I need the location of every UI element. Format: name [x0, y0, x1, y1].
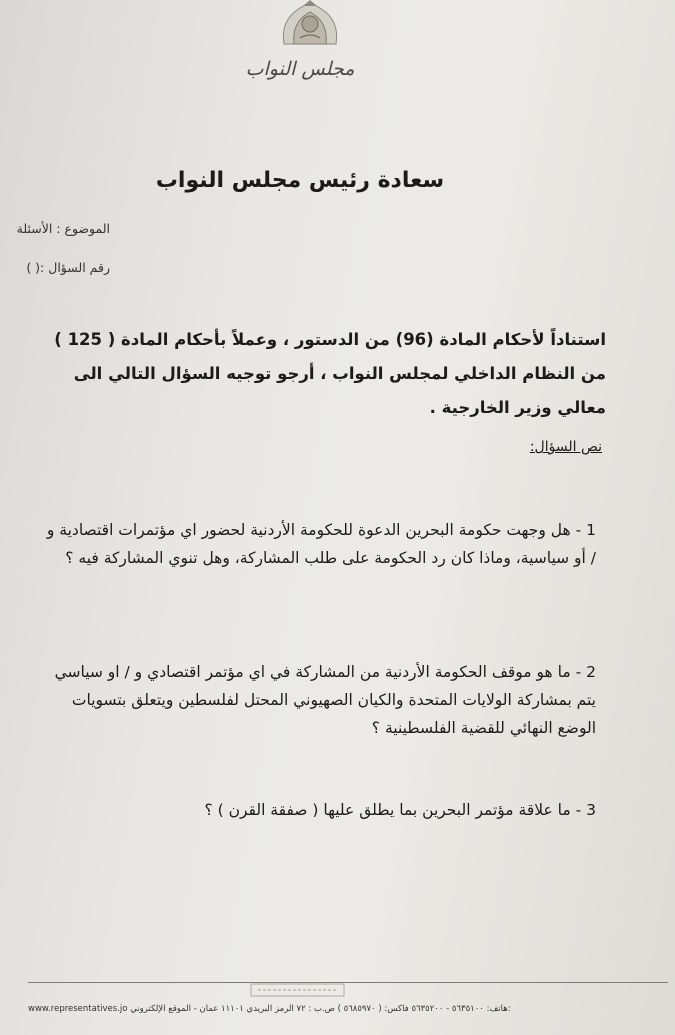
jordan-coat-of-arms-icon [270, 0, 350, 48]
subject-line: الموضوع : الأسئلة [16, 221, 110, 236]
question-item: 1 - هل وجهت حكومة البحرين الدعوة للحكومة الأردنية لحضور اي مؤتمرات اقتصادية و / أو سياسية، وماذا كان رد الحكومة على طلب المشاركة، وهل تنوي المشاركة فيه ؟ [46, 521, 596, 567]
footer-contact: هاتف: ٥٦٣٥١٠٠ - ٥٦٣٥٢٠٠ فاكس: ( ٥٦٨٥٩٧٠ ) ص.ب : ٧٢ الرمز البريدي ١١١٠١ عمان - الموقع الإلكتروني: [130, 1004, 511, 1014]
footer-seal-icon [250, 983, 345, 997]
intro-paragraph: استناداً لأحكام المادة (96) من الدستور ، وعملاً بأحكام المادة ( 125 ) من النظام الداخلي لمجلس النواب ، أرجو توجيه السؤال التالي الى معالي وزير الخارجية . [54, 330, 606, 417]
footer-website: www.representatives.jo [28, 1004, 128, 1014]
salutation-heading: سعادة رئيس مجلس النواب [155, 168, 445, 193]
footer-divider [28, 982, 668, 983]
question-item: 2 - ما هو موقف الحكومة الأردنية من المشاركة في اي مؤتمر اقتصادي و / او سياسي يتم بمشاركة الولايات المتحدة والكيان الصهيوني المحتل لفلسطين ويتعلق بتسويات الوضع النهائي للقضية الفلسطينية ؟ [54, 663, 596, 737]
question-heading: نص السؤال: [529, 439, 602, 455]
question-item: 3 - ما علاقة مؤتمر البحرين بما يطلق عليها ( صفقة القرن ) ؟ [204, 801, 596, 819]
parliament-logo-text: مجلس النواب [245, 58, 355, 80]
question-number-field: رقم السؤال :( ) [26, 260, 110, 275]
footer-contact-line [28, 1004, 668, 1014]
